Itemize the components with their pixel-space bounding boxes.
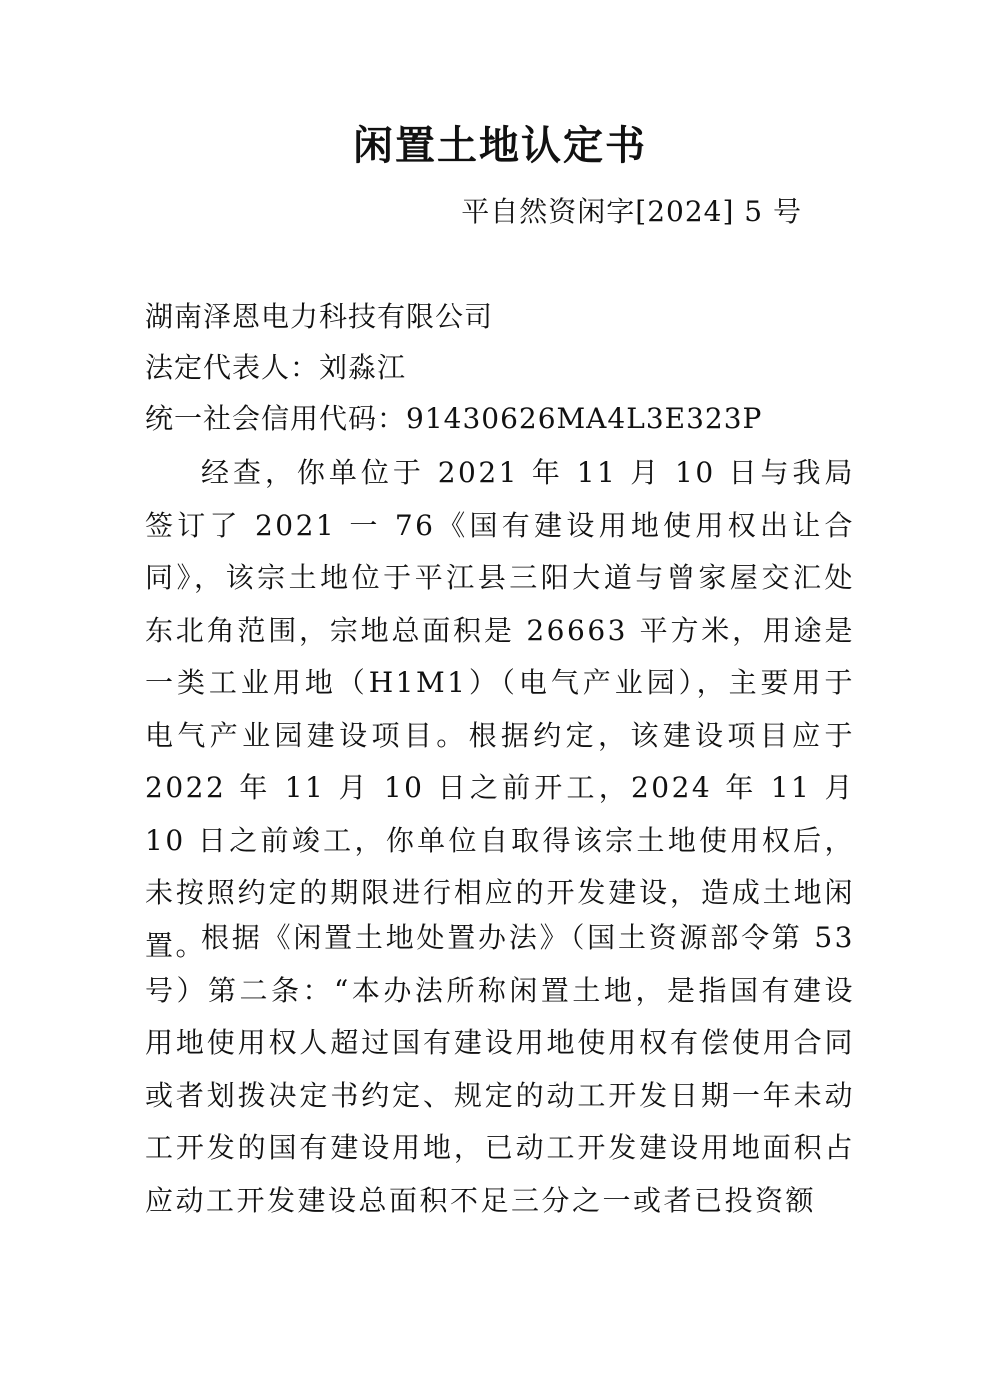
legal-representative: 法定代表人：刘淼江 <box>145 351 407 384</box>
recipient-company: 湖南泽恩电力科技有限公司 <box>145 300 494 333</box>
paragraph-legal-basis: 根据《闲置土地处置办法》（国土资源部令第 53 号）第二条：“本办法所称闲置土地，是指国有建设用地使用权人超过国有建设用地使用权有偿使用合同或者划拨决定书约定、规定的动工开发日期一年未动工开发的国有建设用地，已动工开发建设用地面积占应动工开发建设总面积不足三分之一或者已投资额 <box>145 921 855 1217</box>
credit-code: 统一社会信用代码：91430626MA4L3E323P <box>145 402 763 435</box>
paragraph-facts: 经查，你单位于 2021 年 11 月 10 日与我局签订了 2021 一 76《国有建设用地使用权出让合同》，该宗土地位于平江县三阳大道与曾家屋交汇处东北角范围，宗地总面积是 26663 平方米，用途是一类工业用地（H1M1）（电气产业园），主要用于电气产业园建设项目。根据约定，该建设项目应于 2022 年 11 月 10 日之前开工，2024 年 11 月 10 日之前竣工，你单位自取得该宗土地使用权后，未按照约定的期限进行相应的开发建设，造成土地闲置。 <box>145 456 855 962</box>
document-title: 闲置土地认定书 <box>353 123 647 169</box>
document-number: 平自然资闲字[2024] 5 号 <box>461 195 802 228</box>
